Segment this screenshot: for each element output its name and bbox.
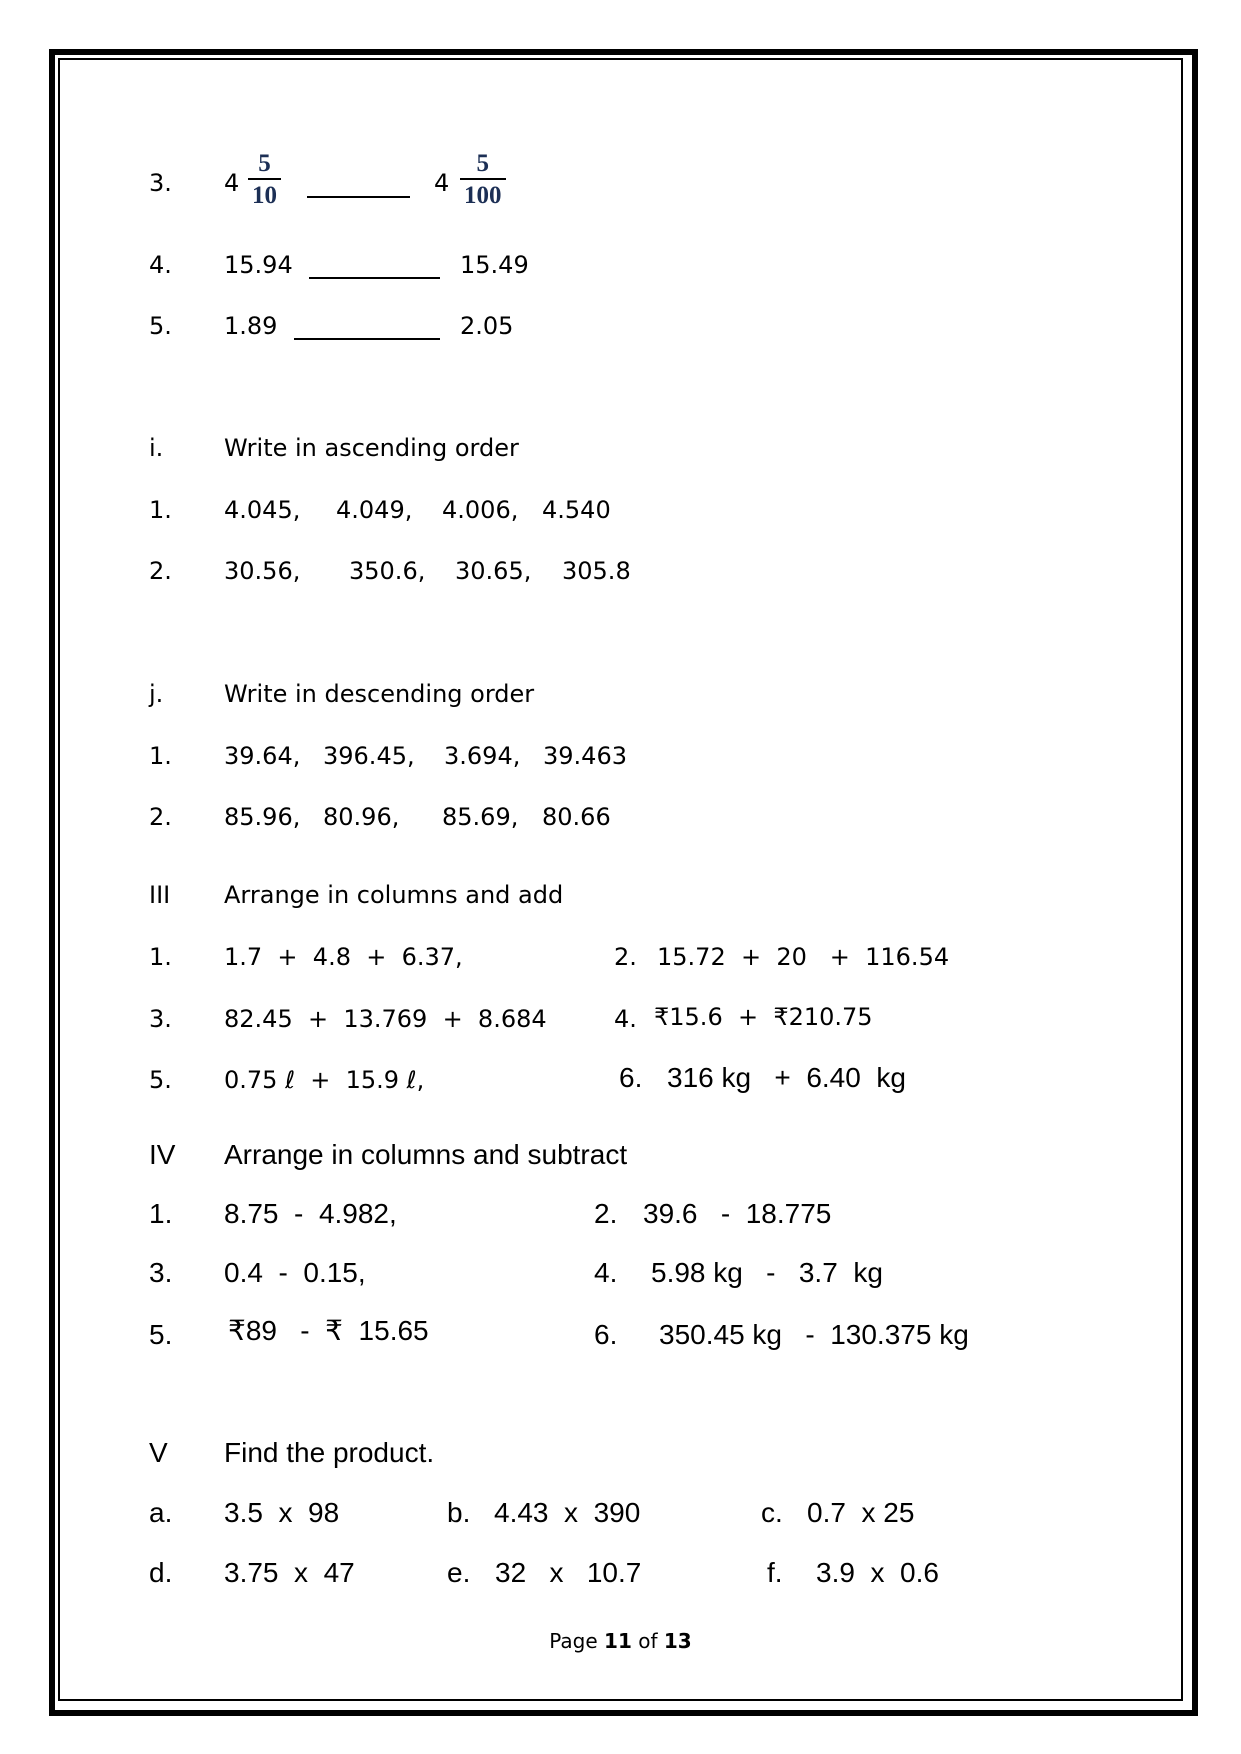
footer-total-pages: 13 [663, 1629, 692, 1653]
value: 30.65, [455, 557, 532, 585]
item-number: 3. [149, 1005, 172, 1033]
value: 39.64, [224, 742, 301, 770]
item-number: 4. [594, 1257, 618, 1288]
section-title: Arrange in columns and add [224, 881, 564, 909]
left-whole: 4 [224, 169, 240, 197]
left-value: 15.94 [224, 251, 293, 279]
value: 80.66 [542, 803, 611, 831]
item-number: d. [149, 1557, 173, 1588]
expression: 39.6 - 18.775 [643, 1198, 832, 1229]
item-number: b. [447, 1497, 471, 1528]
item-number: 5. [149, 1319, 173, 1350]
expression: 0.75 ℓ + 15.9 ℓ, [224, 1066, 425, 1094]
item-number: 1. [149, 496, 172, 524]
left-fraction [248, 150, 281, 209]
expression: 316 kg + 6.40 kg [667, 1062, 906, 1093]
right-fraction [460, 150, 506, 209]
answer-blank[interactable] [294, 338, 440, 340]
item-number: 5. [149, 1066, 172, 1094]
section-title: Find the product. [224, 1437, 435, 1468]
value: 85.96, [224, 803, 301, 831]
expression: 350.45 kg - 130.375 kg [659, 1319, 969, 1350]
item-number: 5. [149, 312, 172, 340]
section-title: Arrange in columns and subtract [224, 1139, 628, 1170]
expression: 0.7 x 25 [807, 1497, 915, 1528]
value: 305.8 [562, 557, 631, 585]
item-number: 1. [149, 1198, 173, 1229]
item-number: e. [447, 1557, 471, 1588]
section-label: j. [149, 680, 164, 708]
item-number: 3. [149, 1257, 173, 1288]
item-number: 1. [149, 742, 172, 770]
right-value: 2.05 [460, 312, 514, 340]
item-number: 4. [614, 1005, 637, 1033]
section-label: IV [149, 1139, 176, 1170]
item-number: 4. [149, 251, 172, 279]
item-number: 3. [149, 169, 172, 197]
item-number: 6. [594, 1319, 618, 1350]
item-number: f. [767, 1557, 783, 1588]
section-label: i. [149, 434, 164, 462]
value: 350.6, [349, 557, 426, 585]
item-number: 1. [149, 943, 172, 971]
right-numerator: 5 [476, 150, 489, 177]
expression: 1.7 + 4.8 + 6.37, [224, 943, 463, 971]
footer-current-page: 11 [604, 1629, 632, 1653]
item-number: 2. [149, 803, 172, 831]
expression: 5.98 kg - 3.7 kg [651, 1257, 883, 1288]
value: 4.049, [336, 496, 413, 524]
left-denominator: 10 [248, 178, 281, 210]
answer-blank[interactable] [307, 196, 410, 198]
value: 39.463 [543, 742, 627, 770]
expression: 3.9 x 0.6 [816, 1557, 939, 1588]
expression: 4.43 x 390 [494, 1497, 641, 1528]
value: 3.694, [444, 742, 521, 770]
expression: 15.72 + 20 + 116.54 [657, 943, 950, 971]
left-numerator: 5 [258, 150, 271, 177]
item-number: 2. [594, 1198, 618, 1229]
value: 396.45, [323, 742, 415, 770]
section-title: Write in ascending order [224, 434, 519, 462]
item-number: 6. [619, 1062, 643, 1093]
page-footer [0, 1629, 1241, 1653]
expression: 32 x 10.7 [495, 1557, 642, 1588]
right-whole: 4 [434, 169, 450, 197]
value: 85.69, [442, 803, 519, 831]
left-value: 1.89 [224, 312, 278, 340]
section-title: Write in descending order [224, 680, 535, 708]
expression: 8.75 - 4.982, [224, 1198, 397, 1229]
value: 4.006, [442, 496, 519, 524]
right-denominator: 100 [460, 178, 506, 210]
value: 30.56, [224, 557, 301, 585]
value: 4.540 [542, 496, 611, 524]
right-value: 15.49 [460, 251, 529, 279]
expression: 0.4 - 0.15, [224, 1257, 366, 1288]
item-number: 2. [149, 557, 172, 585]
value: 80.96, [323, 803, 400, 831]
section-label: III [149, 881, 171, 909]
expression: ₹89 - ₹ 15.65 [228, 1315, 429, 1346]
item-number: 2. [614, 943, 637, 971]
expression: ₹15.6 + ₹210.75 [654, 1003, 873, 1031]
item-number: c. [761, 1497, 783, 1528]
section-label: V [149, 1437, 168, 1468]
value: 4.045, [224, 496, 301, 524]
expression: 3.5 x 98 [224, 1497, 340, 1528]
item-number: a. [149, 1497, 173, 1528]
footer-prefix: Page [549, 1629, 598, 1653]
footer-of: of [638, 1629, 658, 1653]
answer-blank[interactable] [309, 277, 440, 279]
expression: 82.45 + 13.769 + 8.684 [224, 1005, 547, 1033]
expression: 3.75 x 47 [224, 1557, 355, 1588]
